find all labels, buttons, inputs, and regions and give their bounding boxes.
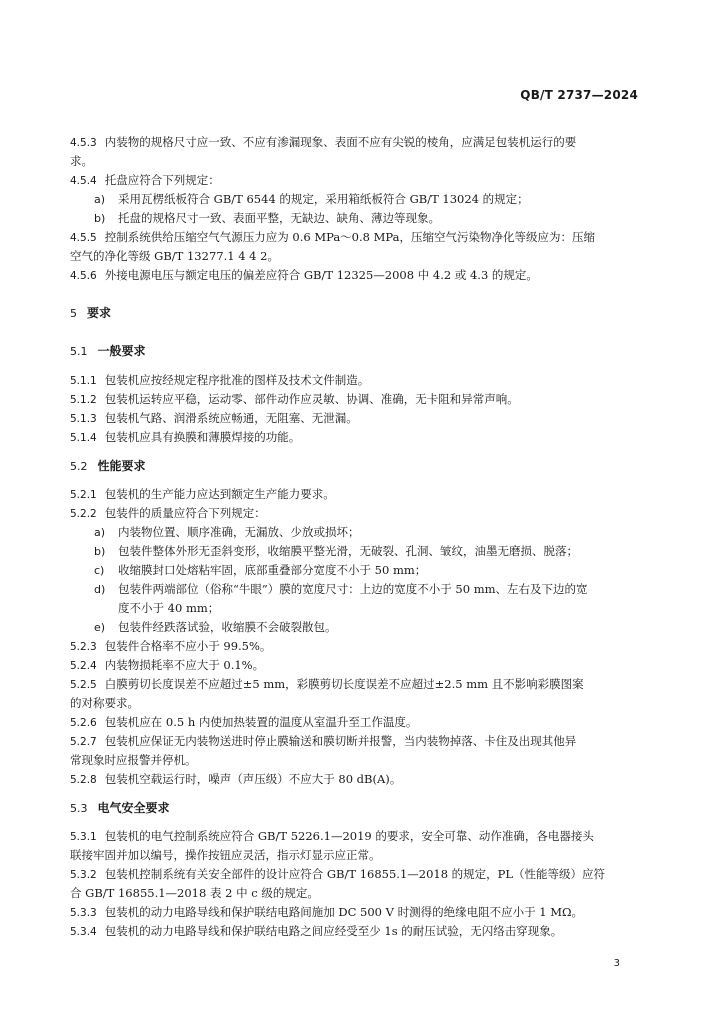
clause-line: [70, 429, 648, 445]
clause-text: 包装机运转应平稳，运动零、部件动作应灵敏、协调、准确，无卡阻和异常声响。: [104, 392, 519, 406]
clause-number: 5.3.1: [70, 831, 97, 843]
clause-line: [70, 885, 648, 901]
clause-text: 包装机应保证无内装物送进时停止膜输送和膜切断并报警，当内装物掉落、卡住及出现其他异: [104, 734, 577, 748]
list-item: [94, 581, 648, 597]
clause-line: [70, 714, 648, 730]
clause-number: 5.3.4: [70, 926, 97, 938]
list-item: [94, 524, 648, 540]
document-code: QB/T 2737—2024: [520, 88, 638, 102]
list-text: 采用瓦楞纸板符合 GB/T 6544 的规定，采用箱纸板符合 GB/T 13024 的规定；: [118, 192, 529, 206]
clause-text: 托盘应符合下列规定：: [104, 173, 220, 187]
clause-line: [70, 372, 648, 388]
list-item: [94, 543, 648, 559]
clause-number: 5.1.2: [70, 394, 97, 406]
list-text: 托盘的规格尺寸一致、表面平整，无缺边、缺角、薄边等现象。: [118, 211, 440, 225]
clause-line: [70, 172, 648, 188]
clause-number: 5.1.4: [70, 432, 97, 444]
list-marker: a): [94, 193, 106, 206]
list-item: [94, 191, 648, 207]
list-marker: b): [94, 212, 106, 225]
clause-text: 包装机控制系统有关安全部件的设计应符合 GB/T 16855.1—2018 的规定，PL（性能等级）应符: [104, 867, 606, 881]
clause-number: 5.1.1: [70, 375, 97, 387]
clause-text: 内装物损耗率不应大于 0.1%。: [104, 658, 265, 672]
clause-number: 4.5.4: [70, 175, 97, 187]
list-text: 包装件经跌落试验，收缩膜不会破裂散包。: [118, 620, 337, 634]
clause-line: [70, 153, 648, 169]
clause-text: 包装机应按经规定程序批准的图样及技术文件制造。: [104, 373, 370, 387]
list-item: [118, 600, 648, 616]
clause-text: 包装机气路、润滑系统应畅通，无阻塞、无泄漏。: [104, 411, 358, 425]
section-title: 电气安全要求: [97, 801, 170, 815]
clause-line: [70, 828, 648, 844]
clause-number: 5.3.2: [70, 869, 97, 881]
clause-number: 5.2.1: [70, 489, 97, 501]
list-item: [94, 562, 648, 578]
clause-number: 4.5.5: [70, 232, 97, 244]
clause-text: 内装物的规格尺寸应一致、不应有渗漏现象、表面不应有尖锐的棱角，应满足包装机运行的要: [104, 135, 577, 149]
clause-number: 4.5.3: [70, 137, 97, 149]
clause-line: [70, 904, 648, 920]
clause-number: 5.2.8: [70, 774, 97, 786]
clause-number: 5.2.7: [70, 736, 97, 748]
clause-text: 常现象时应报警并停机。: [70, 753, 197, 767]
clause-text: 包装机的动力电路导线和保护联结电路之间应经受至少 1s 的耐压试验，无闪络击穿现象。: [104, 924, 563, 938]
page-number: 3: [613, 958, 620, 969]
clause-text: 求。: [70, 154, 93, 168]
clause-text: 白膜剪切长度误差不应超过±5 mm，彩膜剪切长度误差不应超过±2.5 mm 且不影响彩膜图案: [104, 677, 584, 691]
clause-line: [70, 486, 648, 502]
clause-line: [70, 248, 648, 264]
clause-number: 5.2.5: [70, 679, 97, 691]
clause-text: 包装机的动力电路导线和保护联结电路间施加 DC 500 V 时测得的绝缘电阻不应小于 1 MΩ。: [104, 905, 584, 919]
subsection-heading: [70, 458, 648, 474]
clause-text: 包装机的电气控制系统应符合 GB/T 5226.1—2019 的要求，安全可靠、动作准确，各电器接头: [104, 829, 594, 843]
clause-number: 5.2.3: [70, 641, 97, 653]
list-text: 包装件整体外形无歪斜变形，收缩膜平整光滑，无破裂、孔洞、皱纹，油墨无磨损、脱落；: [118, 544, 578, 558]
clause-text: 的对称要求。: [70, 696, 139, 710]
clause-text: 空气的净化等级 GB/T 13277.1 4 4 2。: [70, 249, 279, 263]
list-item: [94, 619, 648, 635]
clause-number: 5.1.3: [70, 413, 97, 425]
subsection-heading: [70, 343, 648, 359]
list-marker: d): [94, 583, 106, 596]
clause-text: 包装机应在 0.5 h 内使加热装置的温度从室温升至工作温度。: [104, 715, 418, 729]
section-heading: [70, 305, 648, 321]
clause-text: 合 GB/T 16855.1—2018 表 2 中 c 级的规定。: [70, 886, 319, 900]
list-marker: e): [94, 621, 106, 634]
clause-text: 包装机空载运行时，噪声（声压级）不应大于 80 dB(A)。: [104, 772, 402, 786]
clause-text: 外接电源电压与额定电压的偏差应符合 GB/T 12325—2008 中 4.2 或 4.3 的规定。: [104, 268, 538, 282]
section-number: 5: [70, 307, 77, 320]
clause-line: [70, 866, 648, 882]
section-title: 性能要求: [97, 459, 146, 473]
clause-line: [70, 847, 648, 863]
clause-line: [70, 638, 648, 654]
clause-line: [70, 391, 648, 407]
clause-line: [70, 695, 648, 711]
list-text: 包装件两端部位（俗称“牛眼”）膜的宽度尺寸：上边的宽度不小于 50 mm、左右及下边的宽: [118, 582, 588, 596]
list-marker: a): [94, 526, 106, 539]
subsection-heading: [70, 800, 648, 816]
list-text: 收缩膜封口处熔粘牢固，底部重叠部分宽度不小于 50 mm；: [118, 563, 427, 577]
clause-line: [70, 733, 648, 749]
section-title: 要求: [87, 306, 112, 320]
clause-line: [70, 676, 648, 692]
section-number: 5.3: [70, 802, 88, 815]
list-marker: c): [94, 564, 105, 577]
clause-number: 4.5.6: [70, 270, 97, 282]
clause-text: 包装机应具有换膜和薄膜焊接的功能。: [104, 430, 301, 444]
clause-line: [70, 505, 648, 521]
clause-line: [70, 752, 648, 768]
section-title: 一般要求: [97, 344, 146, 358]
list-text: 内装物位置、顺序准确，无漏放、少放或损坏；: [118, 525, 360, 539]
clause-line: [70, 134, 648, 150]
list-text: 度不小于 40 mm；: [118, 601, 220, 615]
clause-line: [70, 410, 648, 426]
clause-text: 包装机的生产能力应达到额定生产能力要求。: [104, 487, 335, 501]
clause-text: 控制系统供给压缩空气气源压力应为 0.6 MPa～0.8 MPa，压缩空气污染物净化等级应为：压缩: [104, 230, 595, 244]
clause-number: 5.2.4: [70, 660, 97, 672]
section-number: 5.2: [70, 460, 88, 473]
clause-line: [70, 657, 648, 673]
clause-number: 5.2.2: [70, 508, 97, 520]
clause-text: 包装件合格率不应小于 99.5%。: [104, 639, 272, 653]
clause-text: 联接牢固并加以编号，操作按钮应灵活，指示灯显示应正常。: [70, 848, 381, 862]
clause-number: 5.2.6: [70, 717, 97, 729]
clause-line: [70, 229, 648, 245]
list-item: [94, 210, 648, 226]
section-number: 5.1: [70, 345, 88, 358]
clause-text: 包装件的质量应符合下列规定：: [104, 506, 266, 520]
clause-number: 5.3.3: [70, 907, 97, 919]
list-marker: b): [94, 545, 106, 558]
clause-line: [70, 771, 648, 787]
clause-line: [70, 923, 648, 939]
clause-line: [70, 267, 648, 283]
